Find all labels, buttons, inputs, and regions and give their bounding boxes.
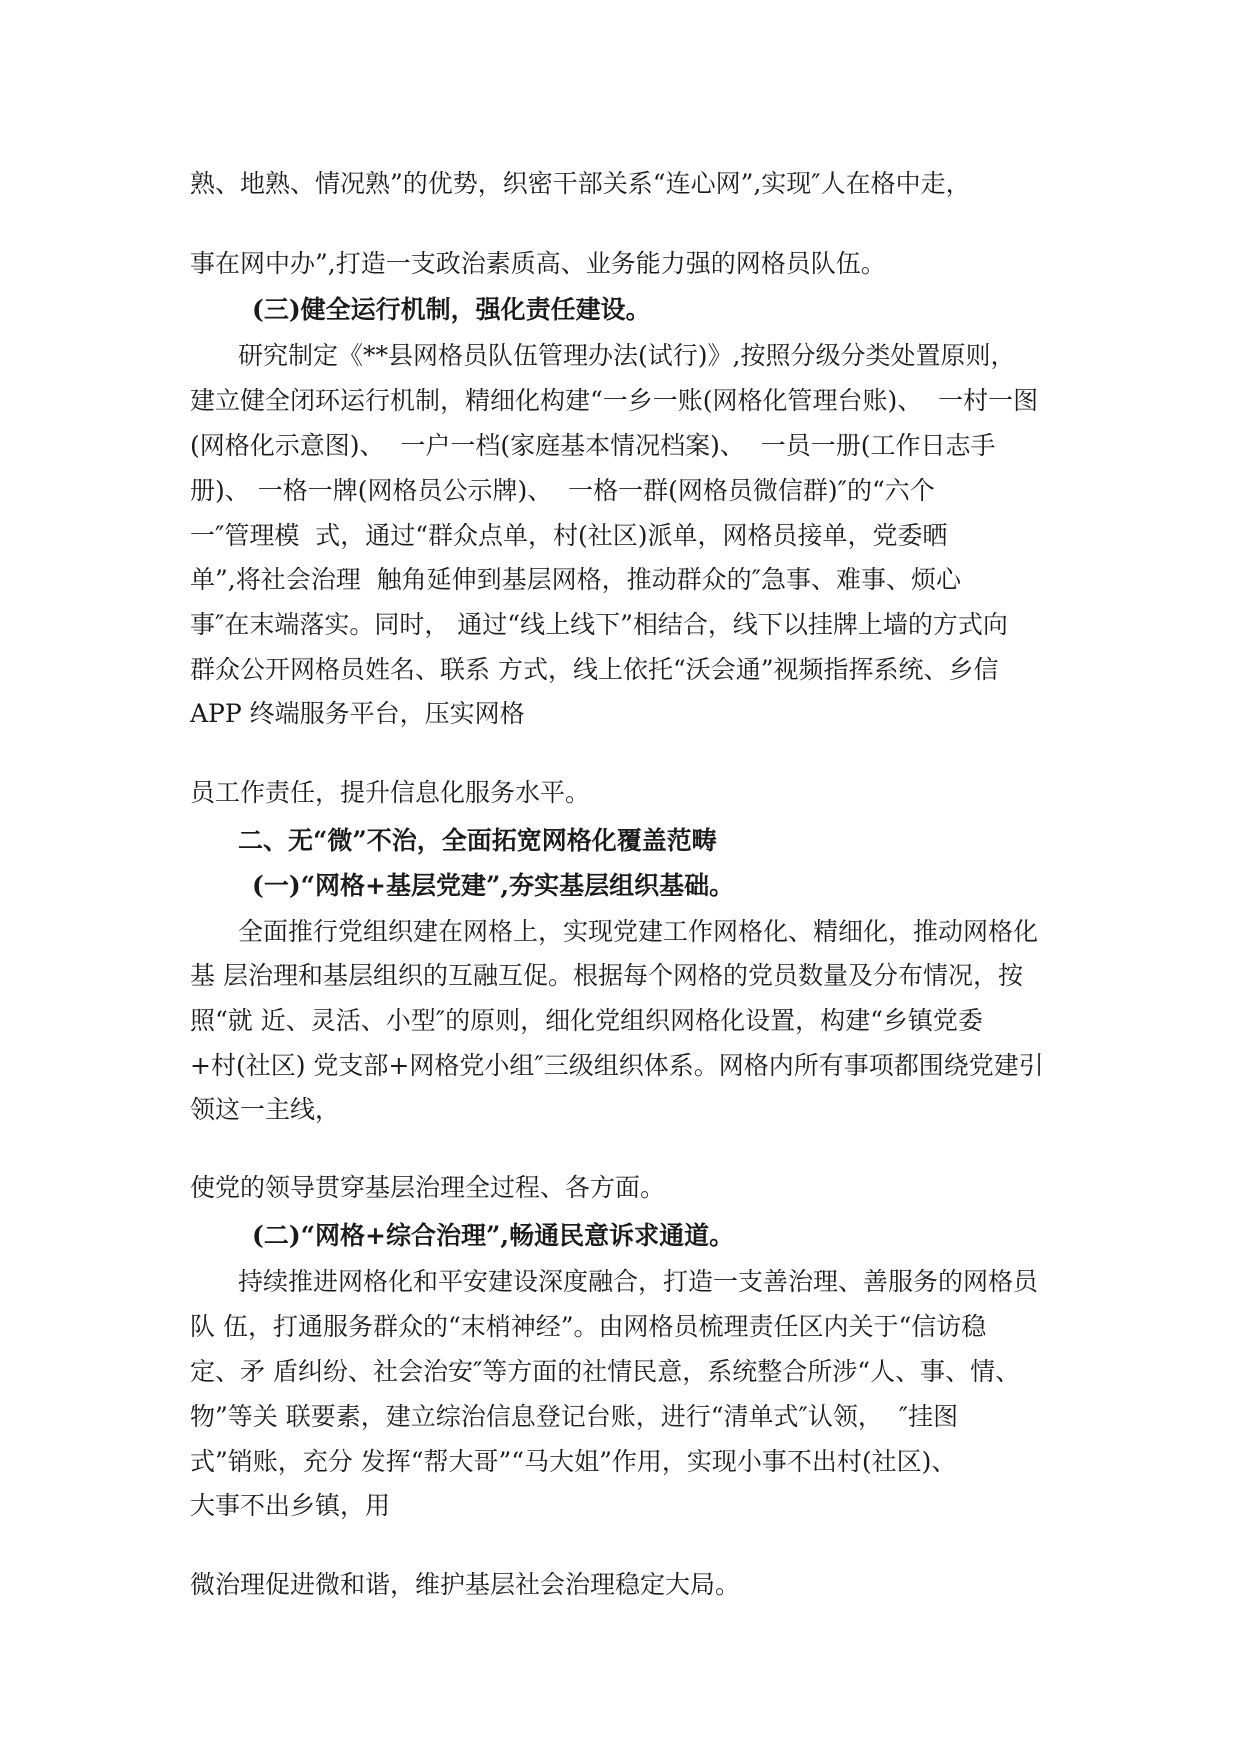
paragraph-line: 建立健全闭环运行机制，精细化构建“一乡一账(网格化管理台账)、 一村一图 [190, 386, 1039, 415]
paragraph-line: 式”销账，充分 发挥“帮大哥”“马大姐”作用，实现小事不出村(社区)、 [190, 1447, 957, 1476]
section-heading-2-sub: (二)“网格+综合治理”,畅通民意诉求通道。 [252, 1221, 735, 1250]
paragraph-line: 大事不出乡镇，用 [190, 1491, 391, 1520]
paragraph-line: (网格化示意图)、 一户一档(家庭基本情况档案)、 一员一册(工作日志手 [190, 431, 996, 460]
paragraph-line: 单”,将社会治理 触角延伸到基层网格，推动群众的″急事、难事、烦心 [190, 565, 961, 594]
paragraph-line: 持续推进网格化和平安建设深度融合，打造一支善治理、善服务的网格员 [238, 1267, 1039, 1296]
paragraph-line: 群众公开网格员姓名、联系 方式，线上依托“沃会通”视频指挥系统、乡信 [190, 655, 999, 684]
paragraph-line: 照“就 近、灵活、小型″的原则，细化党组织网格化设置，构建“乡镇党委 [190, 1006, 983, 1035]
paragraph-line: 队 伍，打通服务群众的“末梢神经”。由网格员梳理责任区内关于“信访稳 [190, 1312, 987, 1341]
paragraph-line: 一″管理模 式，通过“群众点单，村(社区)派单，网格员接单，党委晒 [190, 521, 948, 550]
paragraph-line: 事在网中办”,打造一支政治素质高、业务能力强的网格员队伍。 [190, 249, 886, 278]
paragraph-line: 物”等关 联要素，建立综治信息登记台账，进行“清单式″认领， ″挂图 [190, 1402, 959, 1431]
paragraph-line: 定、矛 盾纠纷、社会治安″等方面的社情民意，系统整合所涉“人、事、情、 [190, 1357, 1021, 1386]
paragraph-line: 事″在末端落实。同时， 通过“线上线下”相结合，线下以挂牌上墙的方式向 [190, 610, 1008, 639]
section-heading-2: 二、无“微”不治，全面拓宽网格化覆盖范畴 [238, 826, 717, 855]
paragraph-line: +村(社区) 党支部+网格党小组″三级组织体系。网格内所有事项都围绕党建引 [190, 1051, 1044, 1080]
paragraph-line: APP 终端服务平台，压实网格 [190, 699, 525, 728]
paragraph-line: 册)、 一格一牌(网格员公示牌)、 一格一群(网格员微信群)″的“六个 [190, 476, 935, 505]
paragraph-line: 员工作责任，提升信息化服务水平。 [190, 778, 591, 807]
paragraph-line: 使党的领导贯穿基层治理全过程、各方面。 [190, 1173, 666, 1202]
paragraph-line: 全面推行党组织建在网格上，实现党建工作网格化、精细化，推动网格化 [238, 917, 1039, 946]
paragraph-line: 熟、地熟、情况熟”的优势，织密干部关系“连心网”,实现″人在格中走， [190, 169, 971, 198]
paragraph-line: 领这一主线， [190, 1095, 341, 1124]
paragraph-line: 基 层治理和基层组织的互融互促。根据每个网格的党员数量及分布情况，按 [190, 961, 1023, 990]
section-heading-3: (三)健全运行机制，强化责任建设。 [252, 295, 651, 324]
paragraph-line: 微治理促进微和谐，维护基层社会治理稳定大局。 [190, 1570, 741, 1599]
paragraph-line: 研究制定《**县网格员队伍管理办法(试行)》,按照分级分类处置原则， [238, 341, 1016, 370]
section-heading-1: (一)“网格+基层党建”,夯实基层组织基础。 [252, 871, 735, 900]
